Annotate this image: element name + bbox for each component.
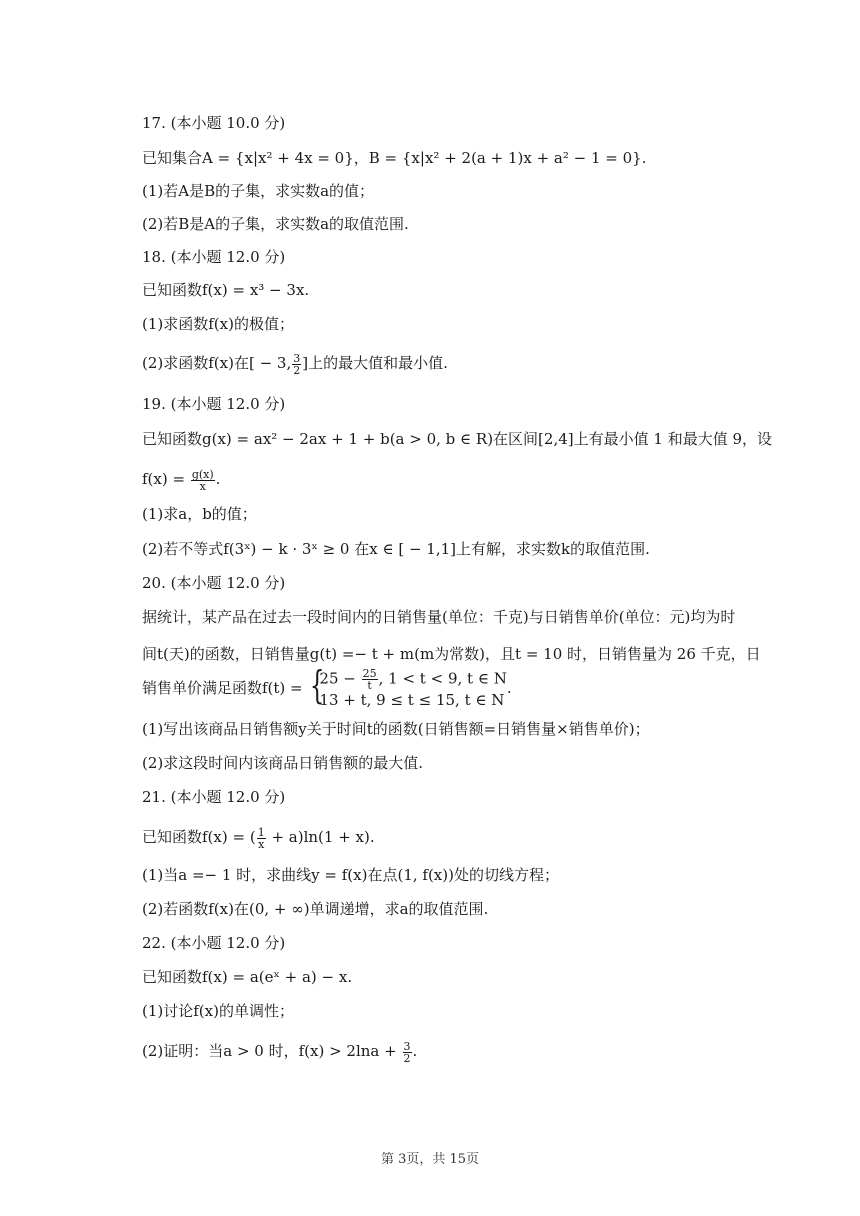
q19-stem2-post: . <box>215 470 221 488</box>
question-line-q22-stem: 已知函数f(x) = a(eˣ + a) − x. <box>142 968 353 986</box>
piecewise-fraction <box>362 668 378 691</box>
question-line-q20-p1: (1)写出该商品日销售额y关于时间t的函数(日销售额=日销售量×销售单价)； <box>142 720 650 738</box>
piecewise-frac-num: 25 <box>362 667 377 680</box>
q19-frac-num: g(x) <box>191 467 214 481</box>
q18-fraction <box>292 353 301 376</box>
q18-frac-den: 2 <box>293 363 301 377</box>
q21-stem <box>142 826 800 850</box>
question-line-q22-head: 22. (本小题 12.0 分) <box>142 934 286 952</box>
q21-stem-post: + a)ln(1 + x). <box>266 828 375 846</box>
question-line-q17-stem: 已知集合A = {x|x² + 4x = 0}，B = {x|x² + 2(a + 1)x + a² − 1 = 0}. <box>142 149 647 167</box>
q22-part2 <box>142 1040 800 1064</box>
question-line-q19-p2: (2)若不等式f(3ˣ) − k · 3ˣ ≥ 0 在x ∈ [ − 1,1]上有解，求实数k的取值范围. <box>142 540 650 558</box>
question-line-q17-p1: (1)若A是B的子集，求实数a的值； <box>142 182 375 200</box>
piecewise-function <box>307 668 506 710</box>
question-line-q20-stem1: 据统计，某产品在过去一段时间内的日销售量(单位：千克)与日销售单价(单位：元)均为时 <box>142 608 736 626</box>
question-line-q20-p2: (2)求这段时间内该商品日销售额的最大值. <box>142 754 424 772</box>
q22-frac-num: 3 <box>403 1039 411 1053</box>
question-line-q20-stem2: 间t(天)的函数，日销售量g(t) =− t + m(m为常数)，且t = 10 时，日销售量为 26 千克，日 <box>142 645 761 663</box>
question-line-q21-p2: (2)若函数f(x)在(0, + ∞)单调递增，求a的取值范围. <box>142 900 489 918</box>
piecewise-row1-pre: 25 − <box>319 669 356 688</box>
question-line-q19-p1: (1)求a，b的值； <box>142 505 257 523</box>
question-line-q17-head: 17. (本小题 10.0 分) <box>142 114 286 132</box>
q21-frac-den: x <box>258 837 265 851</box>
q20-stem-line3 <box>142 668 800 710</box>
q19-stem2-pre: f(x) = <box>142 470 186 488</box>
piecewise-frac-den: t <box>367 679 372 692</box>
q21-stem-pre: 已知函数f(x) = ( <box>142 828 256 846</box>
q19-frac-den: x <box>199 479 206 493</box>
q19-stem-line2 <box>142 468 800 492</box>
q21-frac-num: 1 <box>257 825 265 839</box>
q22-part2-post: . <box>412 1042 418 1060</box>
q22-fraction <box>403 1041 412 1064</box>
q18-frac-num: 3 <box>293 351 301 365</box>
question-line-q21-p1: (1)当a =− 1 时，求曲线y = f(x)在点(1, f(x))处的切线方程； <box>142 866 559 884</box>
q20-stem3-pre: 销售单价满足函数f(t) = <box>142 679 303 697</box>
q22-frac-den: 2 <box>403 1051 411 1065</box>
q18-part2 <box>142 352 800 376</box>
question-line-q17-p2: (2)若B是A的子集，求实数a的取值范围. <box>142 215 409 233</box>
question-line-q20-head: 20. (本小题 12.0 分) <box>142 574 286 592</box>
question-line-q22-p1: (1)讨论f(x)的单调性； <box>142 1002 294 1020</box>
q22-part2-pre: (2)证明：当a > 0 时，f(x) > 2lna + <box>142 1042 397 1060</box>
q18-part2-pre: (2)求函数f(x)在[ − 3, <box>142 354 292 372</box>
question-line-q18-head: 18. (本小题 12.0 分) <box>142 248 286 266</box>
question-line-q19-stem1: 已知函数g(x) = ax² − 2ax + 1 + b(a > 0, b ∈ R)在区间[2,4]上有最小值 1 和最大值 9，设 <box>142 430 773 448</box>
q21-fraction <box>257 827 266 850</box>
question-line-q21-head: 21. (本小题 12.0 分) <box>142 788 286 806</box>
question-line-q19-head: 19. (本小题 12.0 分) <box>142 395 286 413</box>
question-line-q18-stem: 已知函数f(x) = x³ − 3x. <box>142 281 310 299</box>
q19-fraction <box>191 469 215 492</box>
question-line-q18-p1: (1)求函数f(x)的极值； <box>142 315 294 333</box>
q20-stem3-post: . <box>506 679 512 697</box>
q18-part2-post: ]上的最大值和最小值. <box>302 354 448 372</box>
page-footer: 第 3页，共 15页 <box>380 1152 480 1167</box>
piecewise-row2: 13 + t, 9 ≤ t ≤ 15, t ∈ N <box>319 691 505 709</box>
piecewise-row1 <box>319 668 506 691</box>
piecewise-row1-post: , 1 < t < 9, t ∈ N <box>378 669 507 688</box>
